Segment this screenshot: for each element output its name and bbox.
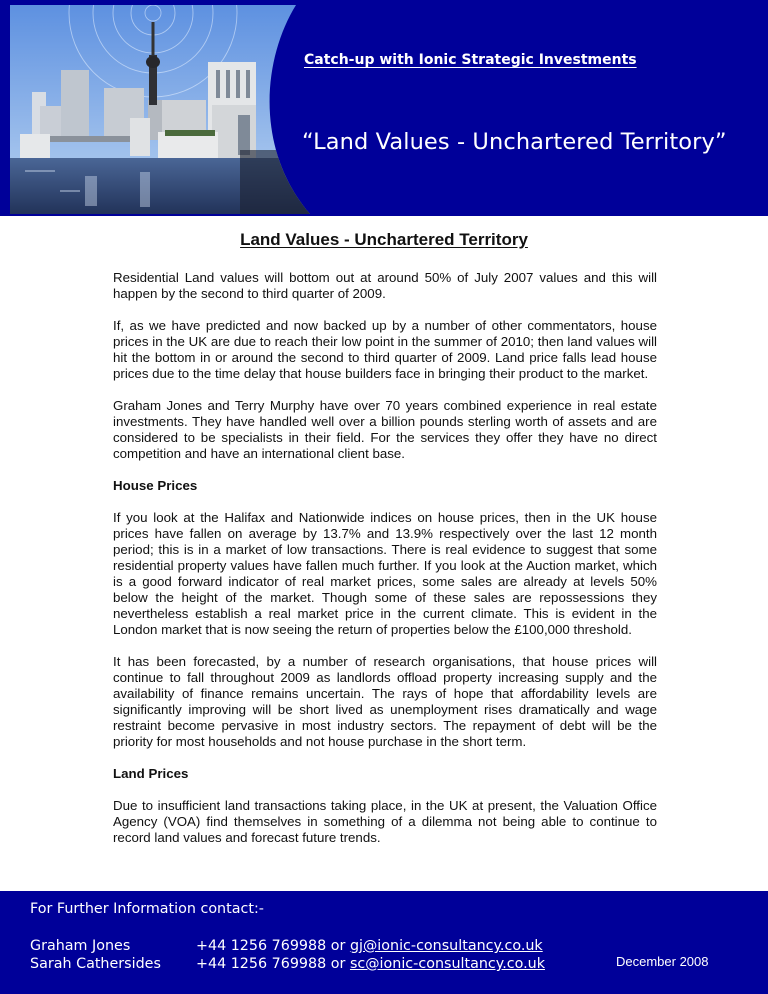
header-subtitle: Catch-up with Ionic Strategic Investments (304, 52, 637, 68)
contact-joiner: or (326, 938, 350, 954)
section-heading-land-prices: Land Prices (113, 766, 189, 781)
intro-paragraph: Graham Jones and Terry Murphy have over 70 years combined experience in real estate investments. They have handled well over a billion pounds sterling worth of assets and are considered to be specialists in their field. For the services they offer they have no direct competition and have an international client base. (113, 398, 657, 461)
publication-date: December 2008 (616, 954, 709, 969)
city-skyline-photo (0, 0, 320, 216)
contact-phone-email (196, 956, 545, 972)
contact-name: Sarah Cathersides (30, 956, 161, 972)
section-paragraph: If you look at the Halifax and Nationwide indices on house prices, then in the UK house prices have fallen on average by 13.7% and 13.9% respectively over the last 12 month period; this is in a market of low transactions. There is real evidence to suggest that some residential property values have fallen much further. If you look at the Auction market, which is a good forward indicator of real market prices, some sales are already at levels 50% below the height of the market. Though some of these sales are repossessions they nevertheless establish a real market price in the current climate. This is evident in the London market that is now seeing the return of properties below the £100,000 threshold. (113, 510, 657, 637)
contact-email-link[interactable]: sc@ionic-consultancy.co.uk (349, 956, 545, 972)
intro-paragraph: If, as we have predicted and now backed up by a number of other commentators, house prices in the UK are due to reach their low point in the summer of 2010; then land values will hit the bottom in or around the second to third quarter of 2009. Land price falls lead house prices due to the time delay that house builders face in bringing their product to the market. (113, 318, 657, 381)
footer-contact-band (0, 891, 768, 994)
article-title: Land Values - Unchartered Territory (240, 230, 528, 249)
intro-paragraph: Residential Land values will bottom out at around 50% of July 2007 values and this will happen by the second to third quarter of 2009. (113, 270, 657, 301)
contact-name: Graham Jones (30, 938, 131, 954)
footer-heading: For Further Information contact:- (30, 901, 264, 917)
header-title: “Land Values - Unchartered Territory” (302, 129, 727, 155)
contact-phone: +44 1256 769988 (196, 956, 327, 972)
contact-phone-email (196, 938, 543, 954)
header-banner (0, 0, 768, 216)
contact-phone: +44 1256 769988 (196, 938, 327, 954)
contact-email-link[interactable]: gj@ionic-consultancy.co.uk (349, 938, 543, 954)
contact-joiner: or (326, 956, 350, 972)
section-heading-house-prices: House Prices (113, 478, 198, 493)
section-paragraph: Due to insufficient land transactions taking place, in the UK at present, the Valuation Office Agency (VOA) find themselves in something of a dilemma not being able to continue to record land values and forecast future trends. (113, 798, 657, 845)
section-paragraph: It has been forecasted, by a number of research organisations, that house prices will continue to fall throughout 2009 as landlords offload property increasing supply and the availability of finance remains uncertain. The rays of hope that affordability levels are significantly improving will be short lived as unemployment rises dramatically and wage restraint become pervasive in most industry sectors. The repayment of debt will be the priority for most households and not house purchase in the short term. (113, 654, 657, 749)
article-body (113, 270, 657, 862)
